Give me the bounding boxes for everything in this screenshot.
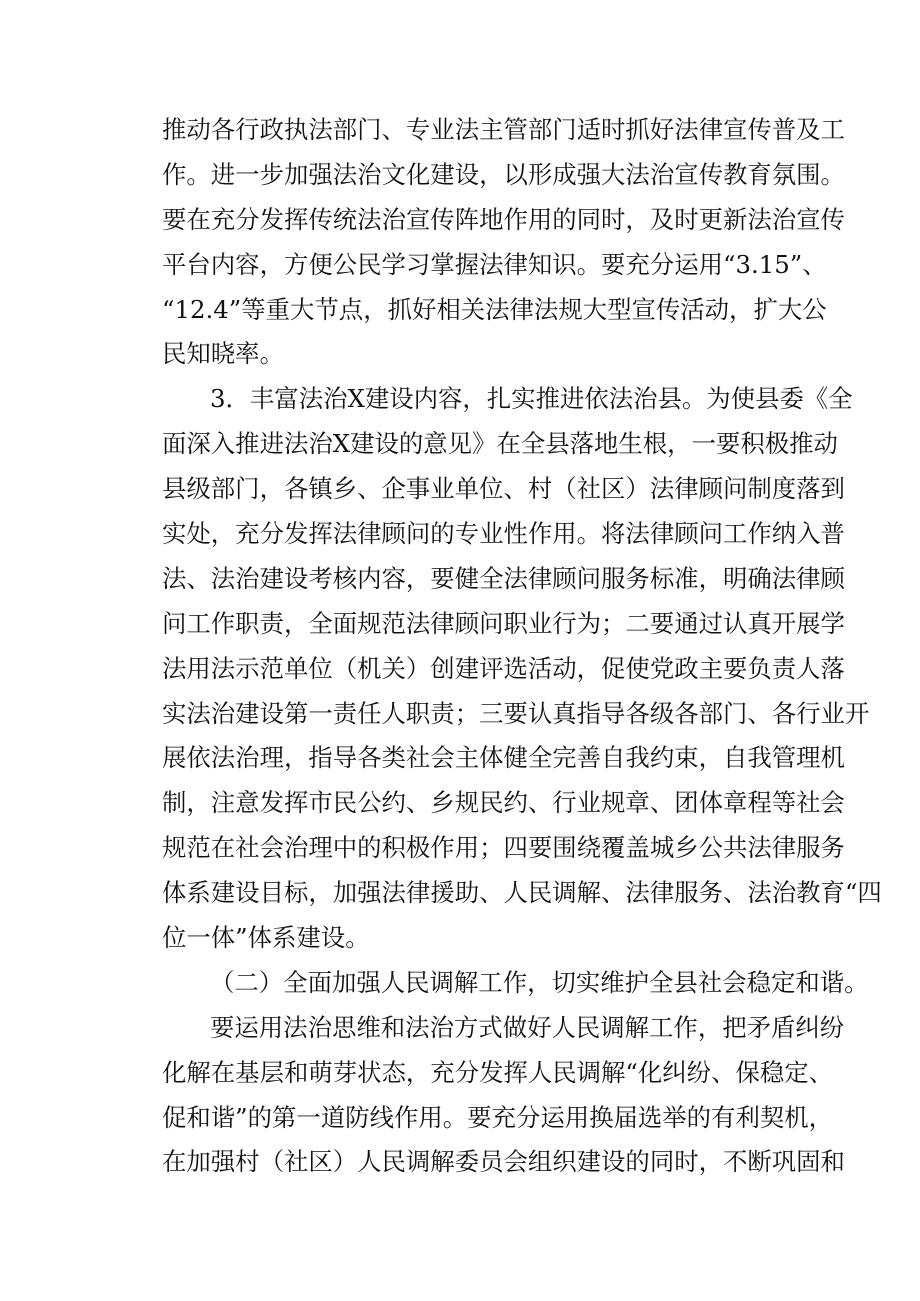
text-line: 平台内容，方便公民学习掌握法律知识。要充分运用“3.15”、 <box>162 249 827 279</box>
text-line: 位一体”体系建设。 <box>162 923 370 953</box>
text-line: 促和谐”的第一道防线作用。要充分运用换届选举的有利契机， <box>162 1102 834 1132</box>
document-body <box>162 108 882 1185</box>
paragraph-legal-publicity <box>162 108 845 377</box>
text-line: “12.4”等重大节点，抓好相关法律法规大型宣传活动，扩大公 <box>162 294 827 324</box>
text-line: 县级部门，各镇乡、企事业单位、村（社区）法律顾问制度落到 <box>162 474 845 504</box>
text-line: 法、法治建设考核内容，要健全法律顾问服务标准，明确法律顾 <box>162 563 845 593</box>
text-line: 实处，充分发挥法律顾问的专业性作用。将法律顾问工作纳入普 <box>162 519 845 549</box>
section-heading-text: （二）全面加强人民调解工作，切实维护全县社会稳定和谐。 <box>210 967 869 997</box>
text-line: 法用法示范单位（机关）创建评选活动，促使党政主要负责人落 <box>162 653 845 683</box>
text-line: 要在充分发挥传统法治宣传阵地作用的同时，及时更新法治宣传 <box>162 204 845 234</box>
text-line: 展依法治理，指导各类社会主体健全完善自我约束，自我管理机 <box>162 743 845 773</box>
text-line: 规范在社会治理中的积极作用；四要围绕覆盖城乡公共法律服务 <box>162 833 845 863</box>
text-line: 问工作职责，全面规范法律顾问职业行为；二要通过认真开展学 <box>162 608 845 638</box>
text-line: 化解在基层和萌芽状态，充分发挥人民调解“化纠纷、保稳定、 <box>162 1057 834 1087</box>
text-line: 面深入推进法治X建设的意见》在全县落地生根，一要积极推动 <box>162 429 838 459</box>
text-line: 3．丰富法治X建设内容，扎实推进依法治县。为使县委《全 <box>210 384 853 414</box>
text-line: 作。进一步加强法治文化建设，以形成强大法治宣传教育氛围。 <box>162 159 845 189</box>
text-line: 要运用法治思维和法治方式做好人民调解工作，把矛盾纠纷 <box>210 1012 845 1042</box>
text-line: 体系建设目标，加强法律援助、人民调解、法律服务、法治教育“四 <box>162 878 882 908</box>
text-line: 制，注意发挥市民公约、乡规民约、行业规章、团体章程等社会 <box>162 788 845 818</box>
text-line: 在加强村（社区）人民调解委员会组织建设的同时，不断巩固和 <box>162 1147 845 1177</box>
paragraph-mediation <box>162 1006 845 1186</box>
paragraph-item-3 <box>162 377 882 961</box>
section-heading <box>162 961 869 1006</box>
text-line: 推动各行政执法部门、专业法主管部门适时抓好法律宣传普及工 <box>162 115 845 144</box>
text-line: 实法治建设第一责任人职责；三要认真指导各级各部门、各行业开 <box>162 698 870 728</box>
text-line: 民知晓率。 <box>162 339 284 369</box>
